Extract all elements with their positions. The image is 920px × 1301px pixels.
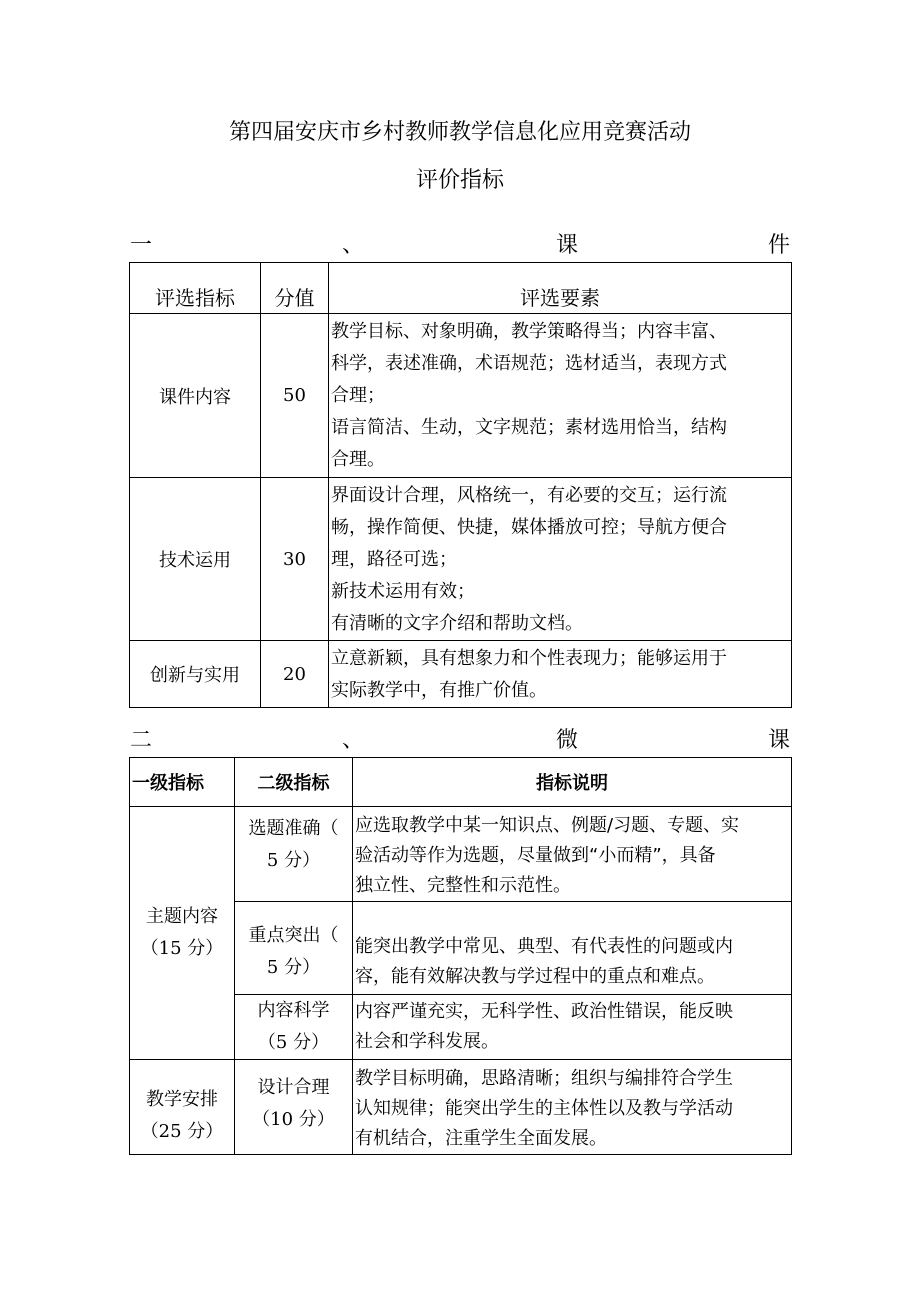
text-line: 内容严谨充实，无科学性、政治性错误，能反映 xyxy=(355,1001,733,1022)
section1-heading-char1: 课 xyxy=(556,233,579,258)
level2-name: 选题准确（ xyxy=(248,818,339,839)
elements-cell xyxy=(329,314,792,478)
text-line: 语言简洁、生动，文字规范；素材选用恰当，结构 xyxy=(331,417,727,438)
table-header-row xyxy=(130,263,792,314)
text-line: 立意新颖，具有想象力和个性表现力；能够运用于 xyxy=(331,648,727,669)
section2-heading xyxy=(130,727,790,755)
level2-cell xyxy=(235,995,353,1060)
text-line: 新技术运用有效； xyxy=(331,581,475,602)
table-row xyxy=(130,807,792,902)
level2-name: 内容科学 xyxy=(257,1000,330,1021)
text-line: 教学目标、对象明确，教学策略得当；内容丰富、 xyxy=(331,321,727,342)
text-line: 有清晰的文字介绍和帮助文档。 xyxy=(331,613,583,634)
section2-heading-num: 二 xyxy=(130,728,153,753)
level2-name: 重点突出（ xyxy=(248,925,339,946)
courseware-criteria-table xyxy=(129,262,792,708)
level2-score: （10 分） xyxy=(252,1109,335,1130)
microlesson-criteria-table xyxy=(129,757,792,1155)
table-row xyxy=(130,641,792,708)
section2-heading-sep: 、 xyxy=(342,728,365,753)
text-line: 社会和学科发展。 xyxy=(355,1031,499,1052)
text-line: 应选取教学中某一知识点、例题/习题、专题、实 xyxy=(355,815,740,836)
table-row xyxy=(130,1060,792,1155)
section1-heading-num: 一 xyxy=(130,233,153,258)
header-score: 分值 xyxy=(261,263,329,314)
text-line: 理，路径可选； xyxy=(331,549,457,570)
level2-name: 设计合理 xyxy=(257,1077,330,1098)
level1-score: （25 分） xyxy=(140,1121,224,1142)
section1-heading-char2: 件 xyxy=(768,233,791,258)
header-level1: 一级指标 xyxy=(130,758,235,807)
text-line: 验活动等作为选题，尽量做到“小而精”，具备 xyxy=(355,845,716,866)
level2-score: 5 分） xyxy=(266,957,321,978)
text-line: 能突出教学中常见、典型、有代表性的问题或内 xyxy=(355,936,733,957)
header-indicator: 评选指标 xyxy=(130,263,261,314)
level1-name: 教学安排 xyxy=(146,1089,218,1110)
section2-heading-char1: 微 xyxy=(556,728,579,753)
header-elements: 评选要素 xyxy=(329,263,792,314)
level1-score: （15 分） xyxy=(140,938,224,959)
level2-cell xyxy=(235,1060,353,1155)
indicator-cell: 创新与实用 xyxy=(130,641,261,708)
text-line: 容，能有效解决教与学过程中的重点和难点。 xyxy=(355,966,715,987)
section1-heading-sep: 、 xyxy=(342,233,365,258)
text-line: 合理。 xyxy=(331,449,385,470)
level1-cell xyxy=(130,1060,235,1155)
document-subtitle: 评价指标 xyxy=(415,168,504,193)
level2-score: （5 分） xyxy=(257,1032,330,1053)
level1-name: 主题内容 xyxy=(146,906,218,927)
text-line: 科学，表述准确，术语规范；选材适当，表现方式 xyxy=(331,353,727,374)
elements-cell xyxy=(329,641,792,708)
text-line: 认知规律；能突出学生的主体性以及教与学活动 xyxy=(355,1098,733,1119)
text-line: 实际教学中，有推广价值。 xyxy=(331,680,547,701)
score-cell: 50 xyxy=(261,314,329,478)
desc-cell xyxy=(353,995,792,1060)
desc-cell xyxy=(353,1060,792,1155)
header-desc: 指标说明 xyxy=(353,758,792,807)
level2-cell xyxy=(235,807,353,902)
score-cell: 30 xyxy=(261,478,329,641)
desc-cell xyxy=(353,807,792,902)
section2-heading-char2: 课 xyxy=(768,728,791,753)
desc-cell xyxy=(353,902,792,995)
elements-cell xyxy=(329,478,792,641)
header-level2: 二级指标 xyxy=(235,758,353,807)
table-header-row xyxy=(130,758,792,807)
document-title: 第四届安庆市乡村教师教学信息化应用竞赛活动 xyxy=(228,120,691,145)
table-row xyxy=(130,314,792,478)
text-line: 畅，操作简便、快捷，媒体播放可控；导航方便合 xyxy=(331,517,727,538)
indicator-cell: 技术运用 xyxy=(130,478,261,641)
level1-cell xyxy=(130,807,235,1060)
level2-cell xyxy=(235,902,353,995)
section1-heading xyxy=(130,232,790,260)
text-line: 合理； xyxy=(331,385,385,406)
indicator-cell: 课件内容 xyxy=(130,314,261,478)
text-line: 教学目标明确，思路清晰；组织与编排符合学生 xyxy=(355,1068,733,1089)
text-line: 独立性、完整性和示范性。 xyxy=(355,875,571,896)
text-line: 界面设计合理，风格统一，有必要的交互；运行流 xyxy=(331,485,727,506)
level2-score: 5 分） xyxy=(266,850,321,871)
score-cell: 20 xyxy=(261,641,329,708)
table-row xyxy=(130,478,792,641)
text-line: 有机结合，注重学生全面发展。 xyxy=(355,1128,607,1149)
